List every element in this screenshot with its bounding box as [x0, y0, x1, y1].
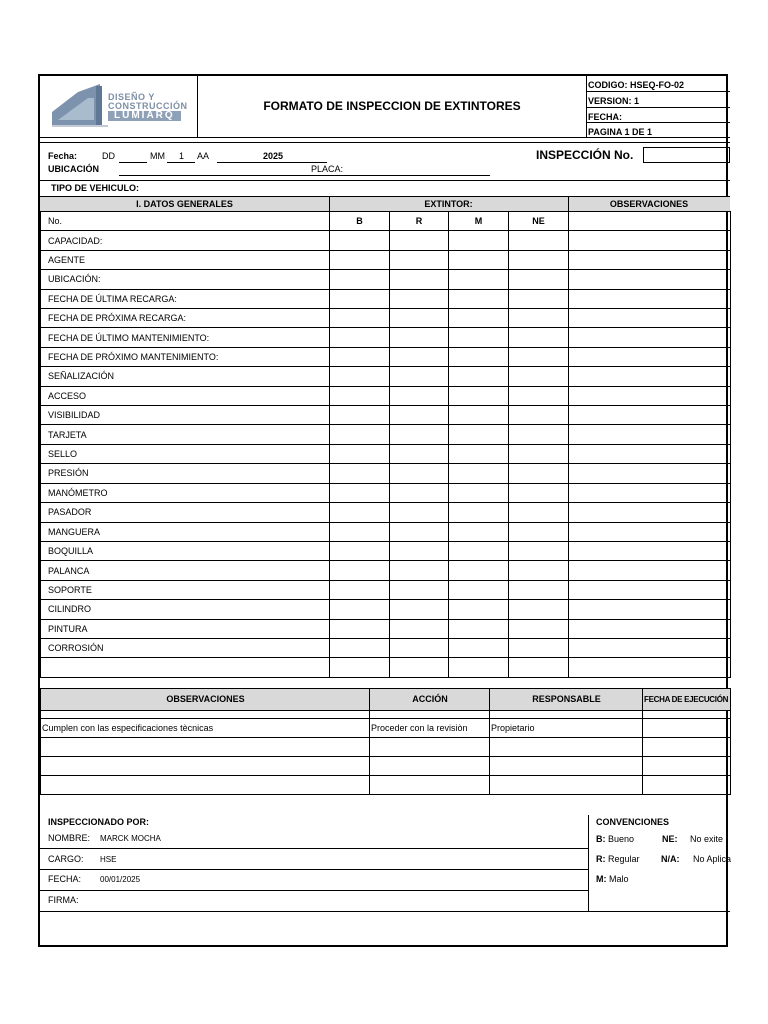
- table-row: [41, 289, 731, 308]
- cell-m[interactable]: [449, 503, 509, 522]
- cell-observation[interactable]: [569, 522, 731, 541]
- cell-r[interactable]: [390, 231, 449, 250]
- cell-observation[interactable]: [569, 270, 731, 289]
- cargo-label: CARGO:: [48, 854, 84, 864]
- inspection-item-label: FECHA DE PRÓXIMA RECARGA:: [41, 309, 330, 328]
- cell-r[interactable]: [390, 425, 449, 444]
- cell-ne[interactable]: [509, 522, 569, 541]
- conv-r-key: R:: [596, 854, 606, 864]
- table-row: [41, 600, 731, 619]
- placa-label: PLACA:: [311, 164, 344, 174]
- cell-r[interactable]: [390, 658, 449, 677]
- inspection-item-label: MANÓMETRO: [41, 483, 330, 502]
- cell-observation[interactable]: [569, 367, 731, 386]
- cell-r[interactable]: [390, 386, 449, 405]
- cell-ne[interactable]: [509, 483, 569, 502]
- inspection-item-label: FECHA DE PRÓXIMO MANTENIMIENTO:: [41, 347, 330, 366]
- cell-r[interactable]: [390, 503, 449, 522]
- cell-ne[interactable]: [509, 289, 569, 308]
- mm-label: MM: [150, 151, 165, 161]
- cell-ne[interactable]: [509, 600, 569, 619]
- conv-r-value: Regular: [608, 854, 640, 864]
- column-observaciones: OBSERVACIONES: [609, 199, 689, 209]
- cell-observation[interactable]: [569, 231, 731, 250]
- action-observacion-cell[interactable]: [41, 756, 370, 775]
- cell-observation[interactable]: [569, 600, 731, 619]
- action-accion-cell[interactable]: [370, 710, 490, 718]
- inspection-item-label: MANGUERA: [41, 522, 330, 541]
- cell-ne[interactable]: [509, 444, 569, 463]
- cell-ne[interactable]: [509, 270, 569, 289]
- cell-m[interactable]: [449, 250, 509, 269]
- cell-observation[interactable]: [569, 638, 731, 657]
- cell-m[interactable]: [449, 406, 509, 425]
- signature-line[interactable]: [40, 911, 730, 912]
- action-fecha-cell[interactable]: [643, 737, 731, 756]
- tipo-vehiculo-label: TIPO DE VEHICULO:: [51, 183, 140, 193]
- aa-field[interactable]: [217, 162, 327, 163]
- logo-line-1: DISEÑO Y: [108, 92, 155, 102]
- cell-m[interactable]: [449, 658, 509, 677]
- table-row: [41, 231, 731, 250]
- action-row: [41, 718, 731, 737]
- cell-observation[interactable]: [569, 619, 731, 638]
- cell-ne[interactable]: [509, 328, 569, 347]
- cell-m[interactable]: [449, 309, 509, 328]
- actions-header-fecha-ejecucion: FECHA DE EJECUCIÓN: [643, 688, 731, 710]
- aa-value: 2025: [263, 151, 284, 161]
- cell-m[interactable]: [449, 444, 509, 463]
- actions-header-responsable: RESPONSABLE: [490, 688, 643, 710]
- action-fecha-cell[interactable]: [643, 710, 731, 718]
- cell-r[interactable]: [390, 638, 449, 657]
- cell-m[interactable]: [449, 619, 509, 638]
- action-observacion-cell[interactable]: [41, 775, 370, 794]
- table-row: [41, 580, 731, 599]
- cell-b[interactable]: [330, 289, 390, 308]
- subheader-observaciones-cell[interactable]: [569, 212, 731, 231]
- cell-observation[interactable]: [569, 658, 731, 677]
- cell-observation[interactable]: [569, 309, 731, 328]
- cell-r[interactable]: [390, 561, 449, 580]
- cell-ne[interactable]: [509, 250, 569, 269]
- cell-b[interactable]: [330, 658, 390, 677]
- action-observacion-cell[interactable]: [41, 710, 370, 718]
- table-row: [41, 425, 731, 444]
- cell-b[interactable]: [330, 619, 390, 638]
- cell-m[interactable]: [449, 231, 509, 250]
- cell-ne[interactable]: [509, 406, 569, 425]
- table-row: [41, 658, 731, 677]
- logo-line-2: CONSTRUCCIÓN: [108, 101, 188, 111]
- inspection-item-label: PASADOR: [41, 503, 330, 522]
- cell-r[interactable]: [390, 289, 449, 308]
- cell-ne[interactable]: [509, 638, 569, 657]
- table-row: [41, 270, 731, 289]
- subheader-ne: NE: [509, 212, 569, 231]
- action-accion-cell[interactable]: [370, 737, 490, 756]
- document-page: PAGINA 1 DE 1: [588, 127, 653, 137]
- inspection-item-label: BOQUILLA: [41, 541, 330, 560]
- nombre-value[interactable]: MARCK MOCHA: [100, 834, 161, 843]
- conventions-title: CONVENCIONES: [596, 817, 670, 827]
- inspection-item-label: [41, 658, 330, 677]
- cell-b[interactable]: [330, 600, 390, 619]
- cell-observation[interactable]: [569, 328, 731, 347]
- cell-m[interactable]: [449, 600, 509, 619]
- cell-b[interactable]: [330, 638, 390, 657]
- conv-b-key: B:: [596, 834, 606, 844]
- cell-observation[interactable]: [569, 561, 731, 580]
- action-responsable-cell[interactable]: Propietario: [490, 718, 643, 737]
- table-row: [41, 309, 731, 328]
- actions-header-row: [41, 688, 731, 710]
- table-row: [41, 522, 731, 541]
- cell-m[interactable]: [449, 289, 509, 308]
- cell-r[interactable]: [390, 522, 449, 541]
- inspection-item-label: FECHA DE ÚLTIMO MANTENIMIENTO:: [41, 328, 330, 347]
- table-row: [41, 367, 731, 386]
- inspection-item-label: AGENTE: [41, 250, 330, 269]
- table-row: [41, 483, 731, 502]
- action-responsable-cell[interactable]: [490, 756, 643, 775]
- cell-b[interactable]: [330, 309, 390, 328]
- action-accion-cell[interactable]: Proceder con la revisiòn: [370, 718, 490, 737]
- conv-m-key: M:: [596, 874, 607, 884]
- cell-r[interactable]: [390, 619, 449, 638]
- cell-observation[interactable]: [569, 483, 731, 502]
- mm-field[interactable]: [167, 162, 195, 163]
- cell-r[interactable]: [390, 270, 449, 289]
- table-row: [41, 464, 731, 483]
- cell-m[interactable]: [449, 638, 509, 657]
- cell-observation[interactable]: [569, 386, 731, 405]
- cell-ne[interactable]: [509, 503, 569, 522]
- cell-r[interactable]: [390, 483, 449, 502]
- action-row: [41, 756, 731, 775]
- subheader-no: No.: [41, 212, 330, 231]
- cell-m[interactable]: [449, 425, 509, 444]
- cell-m[interactable]: [449, 561, 509, 580]
- cell-m[interactable]: [449, 270, 509, 289]
- subheader-m: M: [449, 212, 509, 231]
- document-code: CODIGO: HSEQ-FO-02: [588, 80, 685, 90]
- dd-label: DD: [102, 151, 115, 161]
- cell-observation[interactable]: [569, 464, 731, 483]
- inspection-item-label: CILINDRO: [41, 600, 330, 619]
- actions-table: [40, 682, 731, 795]
- inspection-items-table: [40, 211, 731, 678]
- cell-m[interactable]: [449, 522, 509, 541]
- cell-observation[interactable]: [569, 444, 731, 463]
- cell-ne[interactable]: [509, 425, 569, 444]
- cell-ne[interactable]: [509, 561, 569, 580]
- table-row: [41, 638, 731, 657]
- cell-r[interactable]: [390, 347, 449, 366]
- table-row: [41, 347, 731, 366]
- cell-observation[interactable]: [569, 406, 731, 425]
- table-row: [41, 250, 731, 269]
- cell-b[interactable]: [330, 541, 390, 560]
- cell-ne[interactable]: [509, 619, 569, 638]
- action-observacion-cell[interactable]: Cumplen con las especificaciones tècnicas: [41, 718, 370, 737]
- fecha-inspector-label: FECHA:: [48, 874, 82, 884]
- table-row: [41, 619, 731, 638]
- subheader-b: B: [330, 212, 390, 231]
- conv-na-value: No Aplica: [693, 854, 732, 864]
- inspection-item-label: CAPACIDAD:: [41, 231, 330, 250]
- cell-r[interactable]: [390, 580, 449, 599]
- cell-b[interactable]: [330, 347, 390, 366]
- inspection-item-label: CORROSIÓN: [41, 638, 330, 657]
- cell-observation[interactable]: [569, 289, 731, 308]
- actions-header-accion: ACCIÓN: [370, 688, 490, 710]
- inspector-title: INSPECCIONADO POR:: [48, 817, 150, 827]
- cell-m[interactable]: [449, 386, 509, 405]
- cell-ne[interactable]: [509, 658, 569, 677]
- action-accion-cell[interactable]: [370, 775, 490, 794]
- inspection-item-label: VISIBILIDAD: [41, 406, 330, 425]
- inspection-item-label: FECHA DE ÚLTIMA RECARGA:: [41, 289, 330, 308]
- table-subheader-row: [41, 212, 731, 231]
- cell-ne[interactable]: [509, 580, 569, 599]
- conv-ne-value: No exite: [690, 834, 724, 844]
- inspection-item-label: SELLO: [41, 444, 330, 463]
- cell-observation[interactable]: [569, 250, 731, 269]
- action-responsable-cell[interactable]: [490, 710, 643, 718]
- document-date: FECHA:: [588, 112, 622, 122]
- actions-header-observaciones: OBSERVACIONES: [41, 688, 370, 710]
- inspection-item-label: ACCESO: [41, 386, 330, 405]
- cell-ne[interactable]: [509, 464, 569, 483]
- conv-ne-key: NE:: [662, 834, 678, 844]
- inspection-item-label: PALANCA: [41, 561, 330, 580]
- cell-b[interactable]: [330, 231, 390, 250]
- inspection-form-sheet: [38, 74, 732, 947]
- nombre-label: NOMBRE:: [48, 833, 91, 843]
- action-fecha-cell[interactable]: [643, 718, 731, 737]
- cell-b[interactable]: [330, 406, 390, 425]
- action-accion-cell[interactable]: [370, 756, 490, 775]
- cell-b[interactable]: [330, 444, 390, 463]
- dd-field[interactable]: [119, 162, 147, 163]
- inspection-item-label: TARJETA: [41, 425, 330, 444]
- cell-m[interactable]: [449, 580, 509, 599]
- cell-ne[interactable]: [509, 367, 569, 386]
- cell-m[interactable]: [449, 367, 509, 386]
- company-logo: [48, 80, 193, 130]
- cell-b[interactable]: [330, 561, 390, 580]
- action-fecha-cell[interactable]: [643, 756, 731, 775]
- subheader-r: R: [390, 212, 449, 231]
- cell-r[interactable]: [390, 444, 449, 463]
- action-responsable-cell[interactable]: [490, 737, 643, 756]
- cell-r[interactable]: [390, 367, 449, 386]
- cell-observation[interactable]: [569, 425, 731, 444]
- cell-ne[interactable]: [509, 386, 569, 405]
- logo-line-3: LUMIARQ: [108, 111, 181, 121]
- cell-b[interactable]: [330, 464, 390, 483]
- fecha-inspector-value[interactable]: 00/01/2025: [100, 875, 141, 884]
- cell-ne[interactable]: [509, 347, 569, 366]
- cell-b[interactable]: [330, 328, 390, 347]
- conv-m-value: Malo: [609, 874, 629, 884]
- inspeccion-label: INSPECCIÓN No.: [536, 148, 634, 162]
- action-observacion-cell[interactable]: [41, 737, 370, 756]
- cell-m[interactable]: [449, 347, 509, 366]
- action-row: [41, 775, 731, 794]
- column-datos-generales: I. DATOS GENERALES: [136, 199, 233, 209]
- cell-ne[interactable]: [509, 231, 569, 250]
- inspection-item-label: SEÑALIZACIÓN: [41, 367, 330, 386]
- conv-na-key: N/A:: [661, 854, 680, 864]
- firma-label: FIRMA:: [48, 895, 79, 905]
- cell-m[interactable]: [449, 328, 509, 347]
- cell-r[interactable]: [390, 600, 449, 619]
- table-row: [41, 328, 731, 347]
- cell-observation[interactable]: [569, 580, 731, 599]
- document-version: VERSION: 1: [588, 96, 640, 106]
- cell-b[interactable]: [330, 522, 390, 541]
- cargo-value[interactable]: HSE: [100, 855, 117, 864]
- column-extintor: EXTINTOR:: [424, 199, 473, 209]
- table-row: [41, 444, 731, 463]
- ubicacion-field[interactable]: [119, 175, 490, 176]
- inspeccion-number-field[interactable]: [643, 147, 730, 163]
- cell-b[interactable]: [330, 386, 390, 405]
- table-row: [41, 386, 731, 405]
- cell-ne[interactable]: [509, 309, 569, 328]
- cell-m[interactable]: [449, 541, 509, 560]
- ubicacion-label: UBICACIÓN: [48, 164, 99, 174]
- action-row: [41, 737, 731, 756]
- inspection-item-label: SOPORTE: [41, 580, 330, 599]
- table-row: [41, 406, 731, 425]
- table-row: [41, 541, 731, 560]
- cell-r[interactable]: [390, 250, 449, 269]
- cell-r[interactable]: [390, 541, 449, 560]
- cell-ne[interactable]: [509, 541, 569, 560]
- conv-b-value: Bueno: [608, 834, 635, 844]
- cell-r[interactable]: [390, 464, 449, 483]
- cell-b[interactable]: [330, 250, 390, 269]
- cell-b[interactable]: [330, 425, 390, 444]
- cell-r[interactable]: [390, 328, 449, 347]
- cell-b[interactable]: [330, 367, 390, 386]
- aa-label: AA: [197, 151, 210, 161]
- cell-observation[interactable]: [569, 541, 731, 560]
- cell-observation[interactable]: [569, 503, 731, 522]
- inspection-item-label: PINTURA: [41, 619, 330, 638]
- cell-b[interactable]: [330, 270, 390, 289]
- fecha-label: Fecha:: [48, 151, 78, 161]
- action-fecha-cell[interactable]: [643, 775, 731, 794]
- action-responsable-cell[interactable]: [490, 775, 643, 794]
- cell-r[interactable]: [390, 309, 449, 328]
- cell-m[interactable]: [449, 464, 509, 483]
- mm-value: 1: [179, 151, 185, 161]
- table-row: [41, 503, 731, 522]
- inspection-item-label: PRESIÓN: [41, 464, 330, 483]
- action-row: [41, 710, 731, 718]
- cell-b[interactable]: [330, 503, 390, 522]
- cell-b[interactable]: [330, 483, 390, 502]
- cell-observation[interactable]: [569, 347, 731, 366]
- cell-m[interactable]: [449, 483, 509, 502]
- cell-r[interactable]: [390, 406, 449, 425]
- cell-b[interactable]: [330, 580, 390, 599]
- document-title: FORMATO DE INSPECCION DE EXTINTORES: [263, 99, 521, 113]
- table-row: [41, 561, 731, 580]
- inspection-item-label: UBICACIÓN:: [41, 270, 330, 289]
